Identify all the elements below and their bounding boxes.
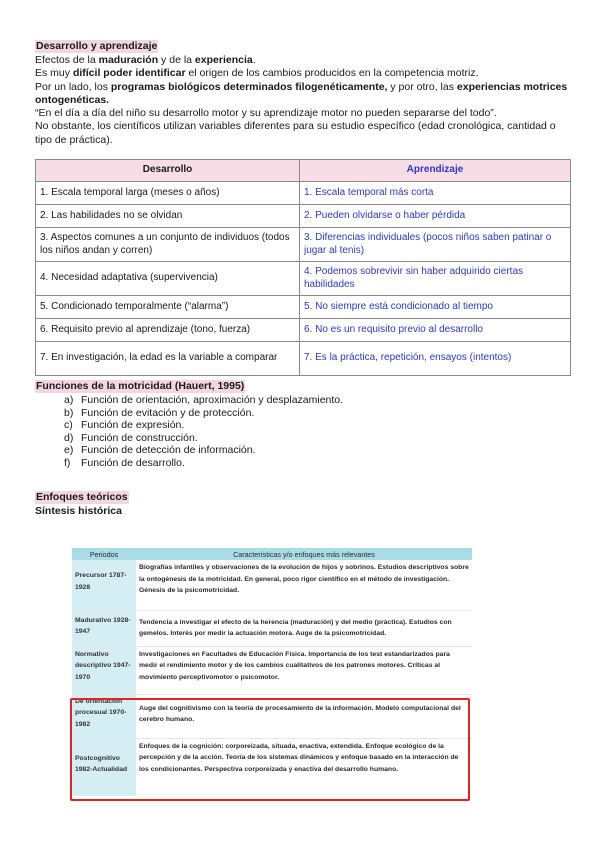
list-item [64, 431, 570, 445]
paragraph-no-obstante: No obstante, los científicos utilizan variables diferentes para su estudio específico (edad cronológica, cantidad o tipo de práctica). [35, 120, 556, 146]
list-item-text: Función de evitación y de protección. [81, 406, 255, 419]
document-page [35, 36, 570, 517]
characteristics-cell: Tendencia a investigar el efecto de la herencia (maduración) y del medio (práctica). Estudios con gemelos. Interés por medir la actuación motora. Auge de la psicomotricidad. [136, 610, 472, 646]
paragraph-efectos [35, 54, 570, 67]
paragraph-programas [35, 81, 570, 108]
paragraph-dificil [35, 67, 570, 80]
list-item [64, 444, 570, 457]
list-item [64, 419, 570, 432]
comparison-table [35, 159, 571, 376]
list-marker: c) [64, 419, 73, 432]
header-desarrollo: Desarrollo [36, 160, 300, 182]
cell-aprendizaje: 5. No siempre está condicionado al tiempo [300, 296, 571, 319]
header-periodos: Periodos [72, 548, 136, 560]
bold-text: experiencia [194, 54, 253, 66]
table-row [36, 228, 571, 262]
cell-aprendizaje: 6. No es un requisito previo al desarrollo [300, 319, 571, 342]
table-row [36, 182, 571, 205]
table-row [72, 610, 472, 646]
table-row [36, 319, 571, 342]
list-marker: a) [64, 394, 74, 407]
text: el origen de los cambios producidos en la competencia motriz. [185, 67, 479, 80]
bold-text: maduración [98, 54, 159, 66]
list-item [64, 394, 570, 407]
list-item-text: Función de expresión. [81, 419, 185, 432]
cell-aprendizaje: 2. Pueden olvidarse o haber pérdida [300, 205, 571, 228]
cell-desarrollo: 4. Necesidad adaptativa (supervivencia) [36, 262, 300, 296]
subheading-sintesis-historica: Síntesis histórica [35, 504, 122, 517]
period-cell: Precursor 1787-1928 [72, 560, 136, 610]
table-row [36, 342, 571, 376]
red-highlight-box [70, 698, 470, 801]
characteristics-cell: Investigaciones en Facultades de Educación Física. Importancia de los test estandarizados para medir el rendimiento motor y de los cambios cualitativos de los patrones motores. Críticas al movimiento perceptivomotor o psicomotor. [136, 646, 472, 694]
list-item-text: Función de construcción. [81, 431, 198, 444]
list-item-text: Función de desarrollo. [81, 457, 185, 470]
cell-desarrollo: 6. Requisito previo al aprendizaje (tono, fuerza) [36, 319, 300, 342]
bold-text: difícil poder identificar [72, 67, 186, 80]
period-cell: Normativo descriptivo 1947-1970 [72, 646, 136, 694]
header-caracteristicas: Características y/o enfoques más relevantes [136, 548, 472, 560]
text: y de la [158, 54, 195, 66]
list-marker: b) [64, 406, 74, 419]
text: Efectos de la [35, 54, 99, 66]
period-cell: Postcognitivo 1982-Actualidad [72, 738, 136, 796]
paragraph-quote: “En el día a día del niño su desarrollo motor y su aprendizaje motor no pueden separarse del todo”. [35, 107, 497, 120]
list-item-text: Función de orientación, aproximación y desplazamiento. [81, 394, 344, 407]
cell-aprendizaje: 7. Es la práctica, repetición, ensayos (intentos) [300, 342, 571, 376]
list-item [64, 457, 570, 470]
header-aprendizaje: Aprendizaje [300, 160, 571, 182]
heading-funciones-motricidad: Funciones de la motricidad (Hauert, 1995) [36, 380, 245, 393]
cell-desarrollo: 5. Condicionado temporalmente (“alarma”) [36, 296, 300, 319]
bold-text: programas biológicos determinados filogenéticamente, [110, 80, 388, 93]
bold-text: experiencias motrices ontogenéticas. [35, 80, 568, 106]
heading-enfoques-teoricos: Enfoques teóricos [36, 490, 128, 503]
table-row [36, 205, 571, 228]
cell-desarrollo: 2. Las habilidades no se olvidan [36, 205, 300, 228]
cell-aprendizaje: 4. Podemos sobrevivir sin haber adquirido ciertas habilidades [300, 262, 571, 296]
characteristics-cell: Biografías infantiles y observaciones de la evolución de hijos y sobrinos. Estudios descriptivos sobre la ontogénesis de la motricidad. En general, poco rigor científico en el método de investigación. Génesis de la psicomotricidad. [136, 560, 472, 610]
table-row [36, 262, 571, 296]
period-cell: Madurativo 1928-1947 [72, 610, 136, 646]
characteristics-cell: Enfoques de la cognición: corporeizada, situada, enactiva, extendida. Enfoque ecológico de la percepción y de la acción. Teoría de los sistemas dinámicos y enfoque basado en la interacción de los condicionantes. Perspectiva corporeizada y enactiva del desarrollo humano. [136, 738, 472, 796]
cell-desarrollo: 1. Escala temporal larga (meses o años) [36, 182, 300, 205]
list-marker: d) [64, 431, 74, 444]
text: Es muy [35, 67, 73, 80]
characteristics-cell: Auge del cognitivismo con la teoría de procesamiento de la información. Modelo computacional del cerebro humano. [136, 694, 472, 738]
table-row [72, 646, 472, 694]
text: y por otro, las [387, 80, 457, 93]
text: Por un lado, los [35, 80, 111, 93]
table-row [72, 560, 472, 610]
cell-desarrollo: 7. En investigación, la edad es la variable a comparar [36, 342, 300, 376]
cell-desarrollo: 3. Aspectos comunes a un conjunto de individuos (todos los niños andan y corren) [36, 228, 300, 262]
list-marker: f) [64, 457, 71, 470]
table-row [36, 296, 571, 319]
list-item-text: Función de detección de información. [81, 444, 256, 457]
period-cell: De orientación procesual 1970-1982 [72, 694, 136, 738]
list-item [64, 406, 570, 420]
heading-desarrollo-aprendizaje: Desarrollo y aprendizaje [36, 40, 158, 52]
functions-list [35, 394, 570, 470]
text: . [252, 54, 256, 66]
list-marker: e) [64, 444, 74, 457]
cell-aprendizaje: 3. Diferencias individuales (pocos niños saben patinar o jugar al tenis) [300, 228, 571, 262]
cell-aprendizaje: 1. Escala temporal más corta [300, 182, 571, 205]
